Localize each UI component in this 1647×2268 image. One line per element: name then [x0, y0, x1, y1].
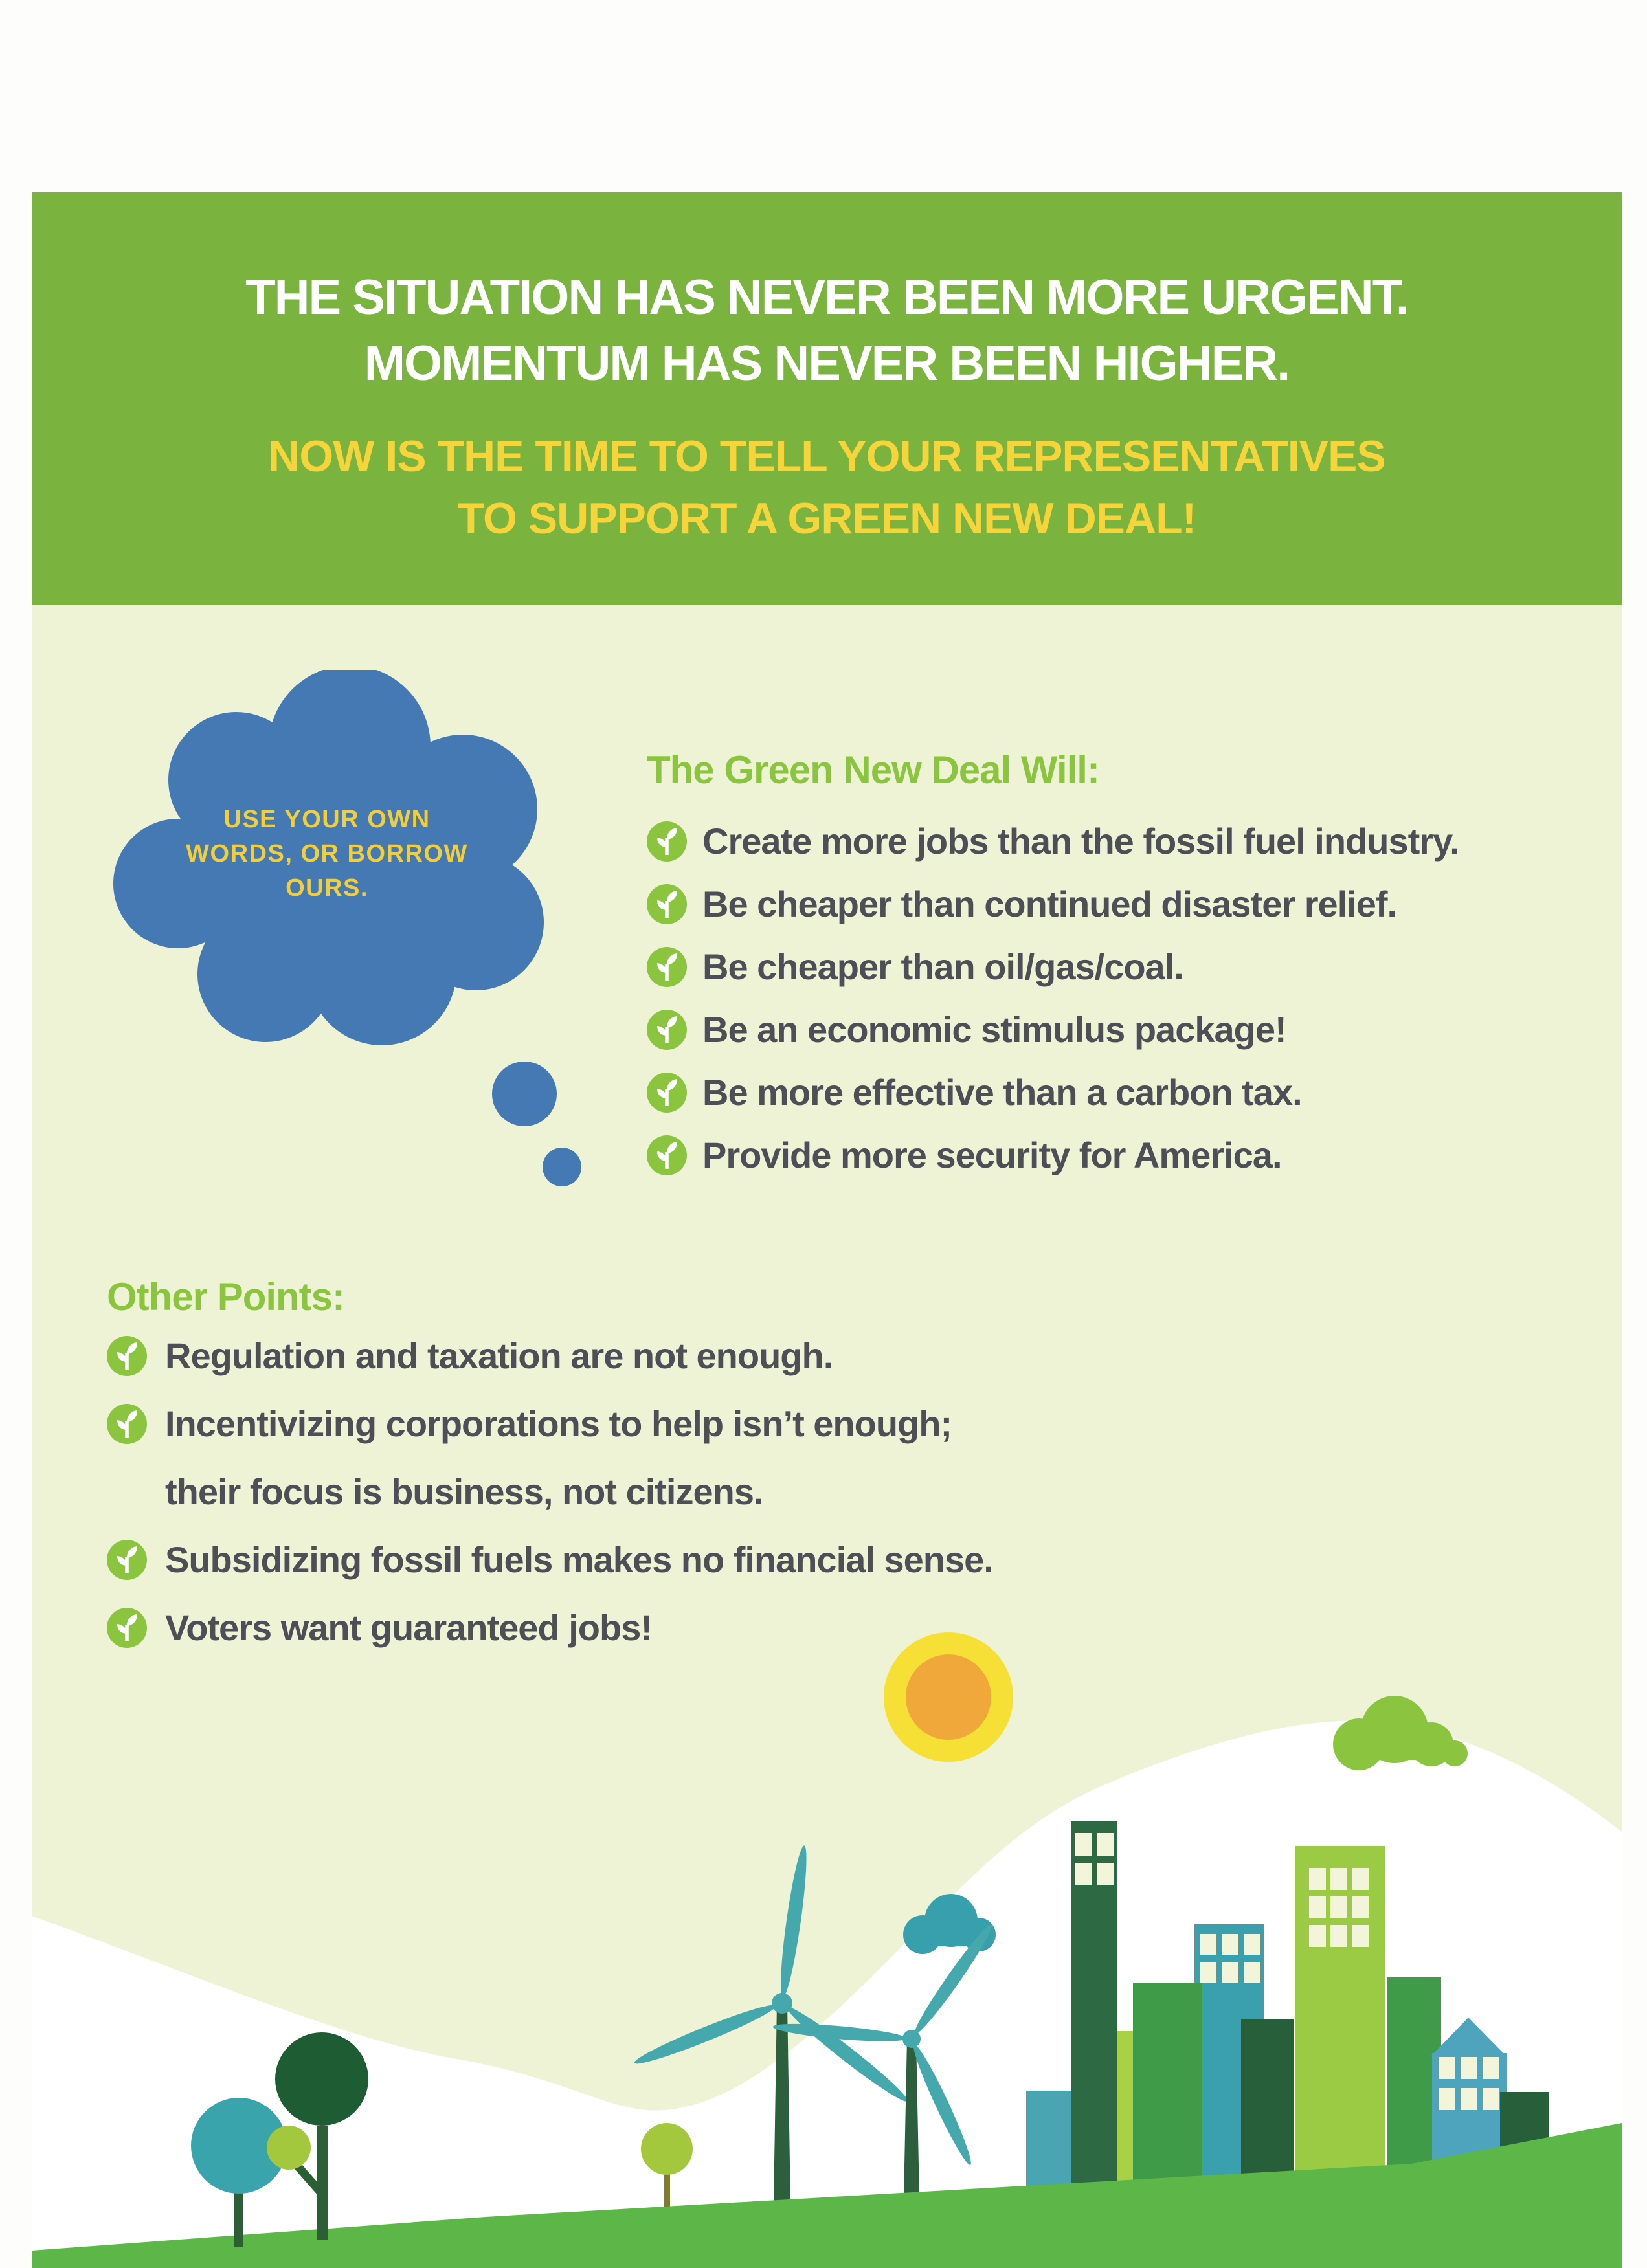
list-item	[647, 821, 1566, 862]
list-item	[647, 884, 1566, 924]
green-new-deal-section	[647, 748, 1566, 1175]
list-item	[647, 1135, 1566, 1175]
banner-title-line1: THE SITUATION HAS NEVER BEEN MORE URGENT.	[245, 270, 1408, 325]
green-new-deal-flyer	[32, 192, 1622, 2268]
sprout-icon	[647, 821, 687, 862]
thought-bubble-icon	[110, 670, 589, 1188]
cloud-icon	[1333, 1696, 1468, 1770]
sun-icon	[884, 1632, 1013, 1762]
list-item	[647, 947, 1566, 987]
list-item	[107, 1336, 1337, 1376]
section-heading-green-new-deal: The Green New Deal Will:	[647, 748, 1099, 792]
sprout-icon	[107, 1336, 147, 1376]
list-item-text: Incentivizing corporations to help isn’t enough;	[165, 1403, 952, 1444]
list-item-text: Be cheaper than continued disaster relief.	[702, 884, 1397, 924]
sprout-icon	[647, 1010, 687, 1050]
building-icon	[1071, 1821, 1117, 2241]
sprout-icon	[647, 1073, 687, 1113]
list-item-text: Be more effective than a carbon tax.	[702, 1072, 1302, 1113]
list-item-text: Create more jobs than the fossil fuel industry.	[702, 821, 1459, 862]
other-points-list	[107, 1336, 1337, 1648]
list-item	[647, 1010, 1566, 1050]
list-item-text: Regulation and taxation are not enough.	[165, 1335, 833, 1376]
thought-bubble-text	[165, 803, 489, 906]
list-item-text: their focus is business, not citizens.	[165, 1471, 763, 1512]
banner-subtitle	[32, 397, 1622, 550]
banner-subtitle-line2: TO SUPPORT A GREEN NEW DEAL!	[457, 494, 1196, 543]
list-item-text: Be an economic stimulus package!	[702, 1009, 1286, 1050]
thought-bubble	[110, 670, 589, 1188]
bubble-line: WORDS, OR BORROW	[186, 840, 468, 867]
list-item	[107, 1404, 1337, 1512]
banner-subtitle-line1: NOW IS THE TIME TO TELL YOUR REPRESENTATIVES	[268, 432, 1385, 481]
section-heading-other-points: Other Points:	[107, 1275, 345, 1318]
list-item-text: Be cheaper than oil/gas/coal.	[702, 946, 1183, 987]
sprout-icon	[107, 1608, 147, 1648]
list-item-text: Subsidizing fossil fuels makes no financial sense.	[165, 1539, 993, 1580]
sprout-icon	[107, 1404, 147, 1444]
list-item	[107, 1608, 1337, 1648]
bubble-line: OURS.	[286, 874, 368, 902]
list-item-text: Voters want guaranteed jobs!	[165, 1607, 652, 1648]
sprout-icon	[107, 1540, 147, 1580]
sprout-icon	[647, 884, 687, 924]
green-new-deal-list	[647, 821, 1566, 1175]
banner-title-line2: MOMENTUM HAS NEVER BEEN HIGHER.	[364, 336, 1290, 391]
list-item	[647, 1073, 1566, 1113]
list-item	[107, 1540, 1337, 1580]
sprout-icon	[647, 947, 687, 987]
banner-title	[32, 192, 1622, 397]
bubble-line: USE YOUR OWN	[223, 806, 431, 833]
other-points-section	[107, 1274, 1337, 1648]
list-item-text: Provide more security for America.	[702, 1135, 1282, 1175]
sprout-icon	[647, 1135, 687, 1175]
banner	[32, 192, 1622, 605]
